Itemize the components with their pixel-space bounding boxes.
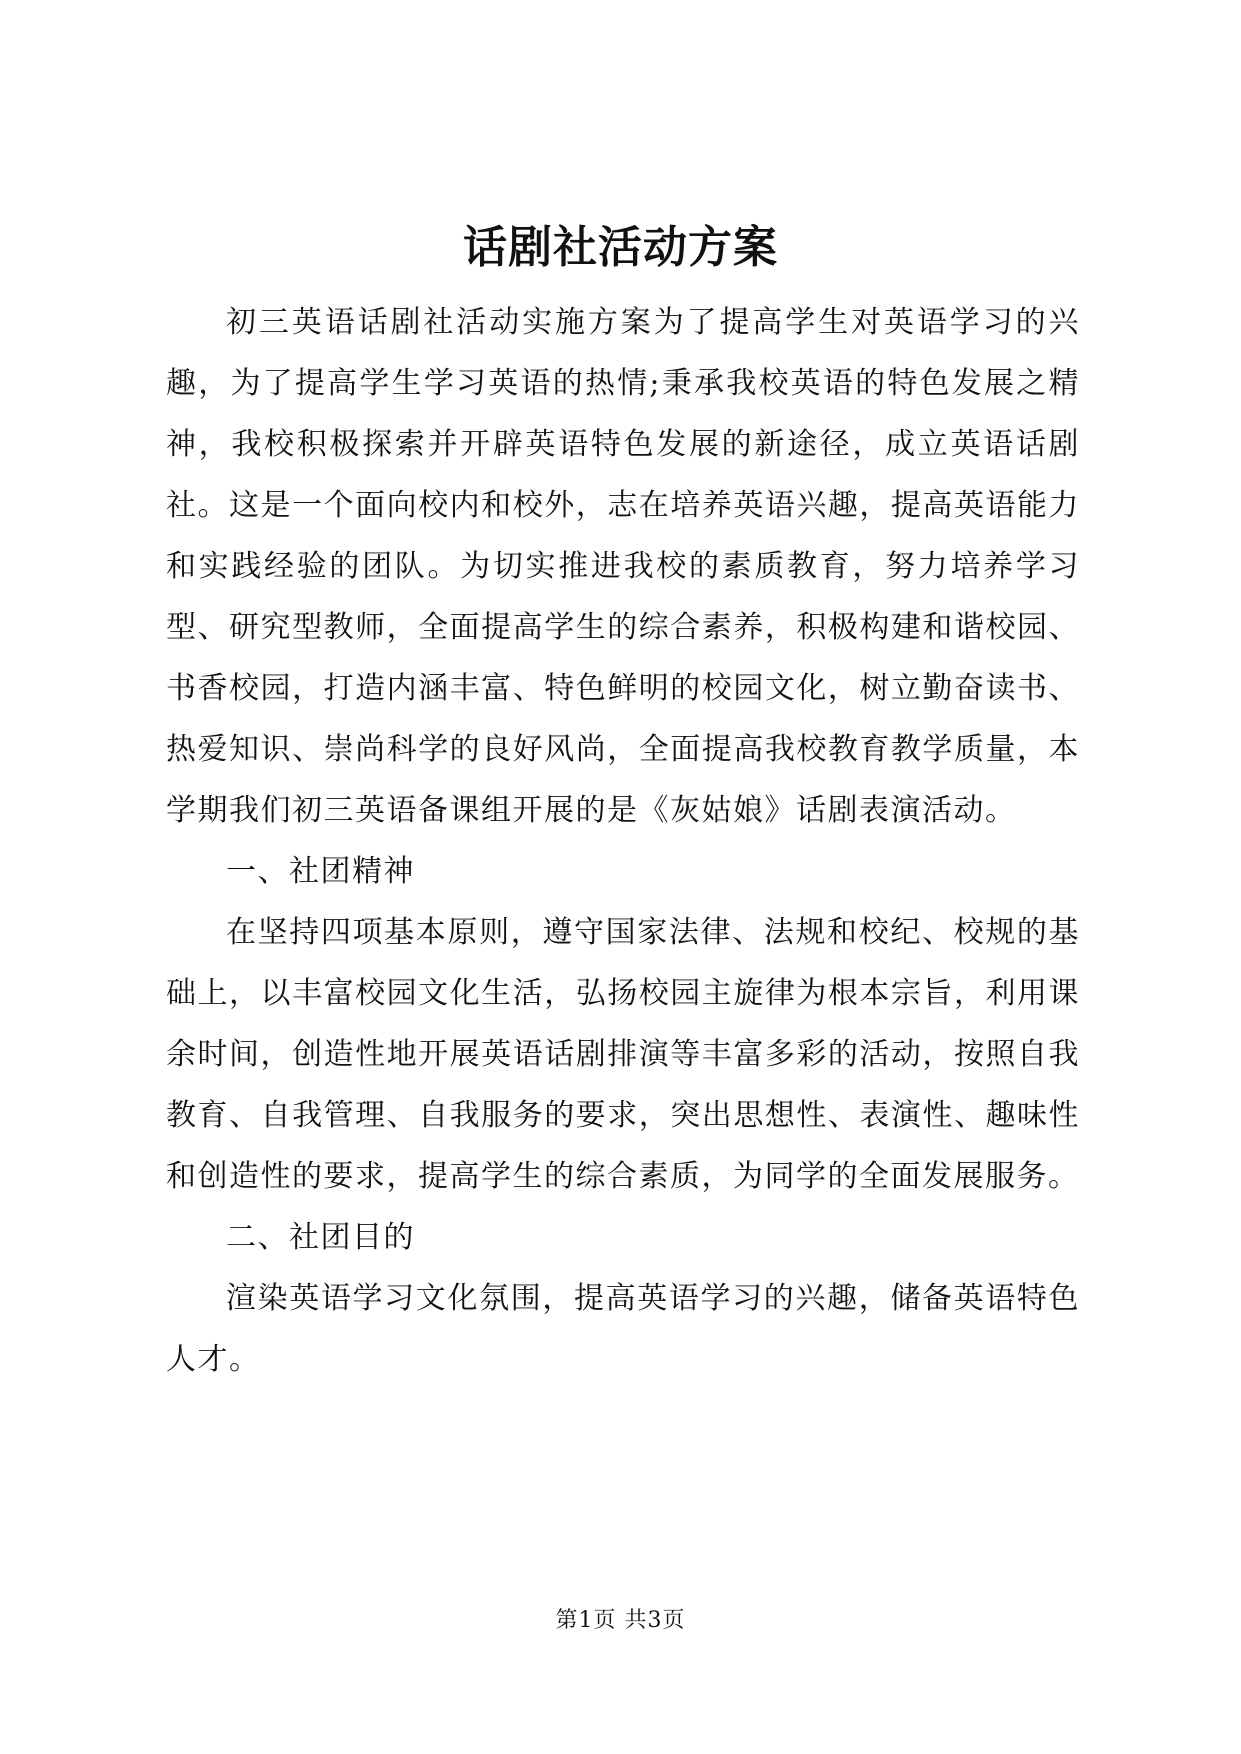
section-heading-club-purpose: 二、社团目的 — [226, 1220, 415, 1255]
document-body — [166, 292, 1080, 1390]
club-purpose-paragraph: 渲染英语学习文化氛围，提高英语学习的兴趣，储备英语特色人才。 — [166, 1281, 1080, 1377]
page-number-footer: 第1页 共3页 — [555, 1608, 686, 1633]
club-spirit-paragraph: 在坚持四项基本原则，遵守国家法律、法规和校纪、校规的基础上，以丰富校园文化生活，弘扬校园主旋律为根本宗旨，利用课余时间，创造性地开展英语话剧排演等丰富多彩的活动，按照自我教育、自我管理、自我服务的要求，突出思想性、表演性、趣味性和创造性的要求，提高学生的综合素质，为同学的全面发展服务。 — [166, 915, 1080, 1194]
section-heading-club-spirit: 一、社团精神 — [226, 854, 415, 889]
intro-paragraph: 初三英语话剧社活动实施方案为了提高学生对英语学习的兴趣，为了提高学生学习英语的热情;秉承我校英语的特色发展之精神，我校积极探索并开辟英语特色发展的新途径，成立英语话剧社。这是一个面向校内和校外，志在培养英语兴趣，提高英语能力和实践经验的团队。为切实推进我校的素质教育，努力培养学习型、研究型教师，全面提高学生的综合素养，积极构建和谐校园、书香校园，打造内涵丰富、特色鲜明的校园文化，树立勤奋读书、热爱知识、崇尚科学的良好风尚，全面提高我校教育教学质量，本学期我们初三英语备课组开展的是《灰姑娘》话剧表演活动。 — [166, 305, 1080, 828]
document-title: 话剧社活动方案 — [463, 222, 778, 273]
